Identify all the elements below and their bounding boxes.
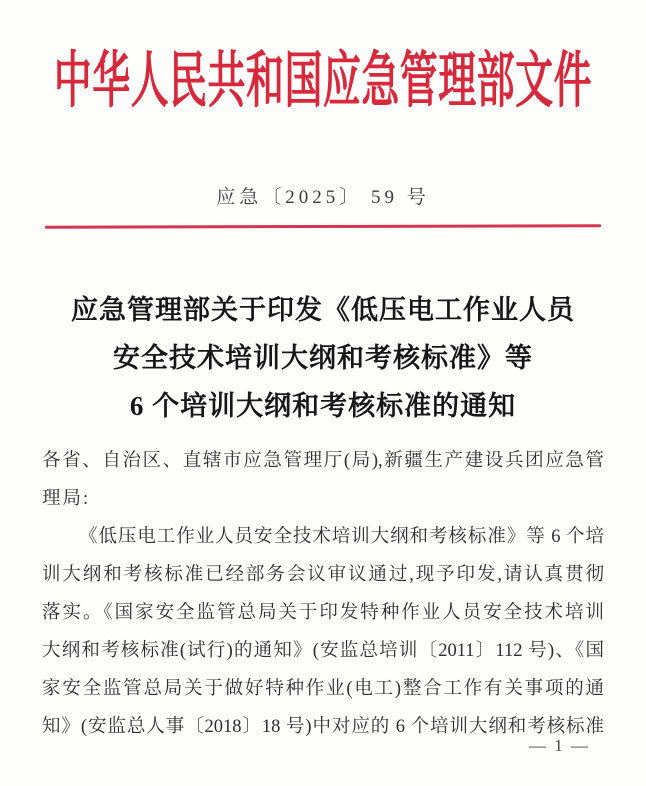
body-text-line-4: 训大纲和考核标准已经部务会议审议通过,现予印发,请认真贯彻 <box>42 565 604 585</box>
document-body <box>0 442 646 746</box>
body-text-line-3: 《低压电工作业人员安全技术培训大纲和考核标准》等 6 个培 <box>79 527 604 547</box>
red-divider-line <box>45 224 601 228</box>
document-title <box>0 286 646 430</box>
document-number: 应急〔2025〕 59 号 <box>216 187 430 208</box>
page-number: — 1 — <box>529 736 590 755</box>
body-text-line-7: 家安全监管总局关于做好特种作业(电工)整合工作有关事项的通 <box>42 679 604 699</box>
letterhead <box>0 42 646 120</box>
body-text-line-1: 各省、自治区、直辖市应急管理厅(局),新疆生产建设兵团应急管 <box>42 451 604 471</box>
letterhead-title: 中华人民共和国应急管理部文件 <box>53 47 593 115</box>
document-title-line-2: 安全技术培训大纲和考核标准》等 <box>113 343 533 373</box>
body-text-line-8: 知》(安监总人事〔2018〕18 号)中对应的 6 个培训大纲和考核标准 <box>42 717 604 737</box>
body-text-line-5: 落实。《国家安全监管总局关于印发特种作业人员安全技术培训 <box>42 603 604 623</box>
body-text-line-6: 大纲和考核标准(试行)的通知》(安监总培训〔2011〕112 号)、《国 <box>42 641 604 661</box>
body-text-line-2: 理局: <box>42 489 91 509</box>
document-title-line-1: 应急管理部关于印发《低压电工作业人员 <box>71 295 575 325</box>
document-title-line-3: 6 个培训大纲和考核标准的通知 <box>129 391 517 421</box>
